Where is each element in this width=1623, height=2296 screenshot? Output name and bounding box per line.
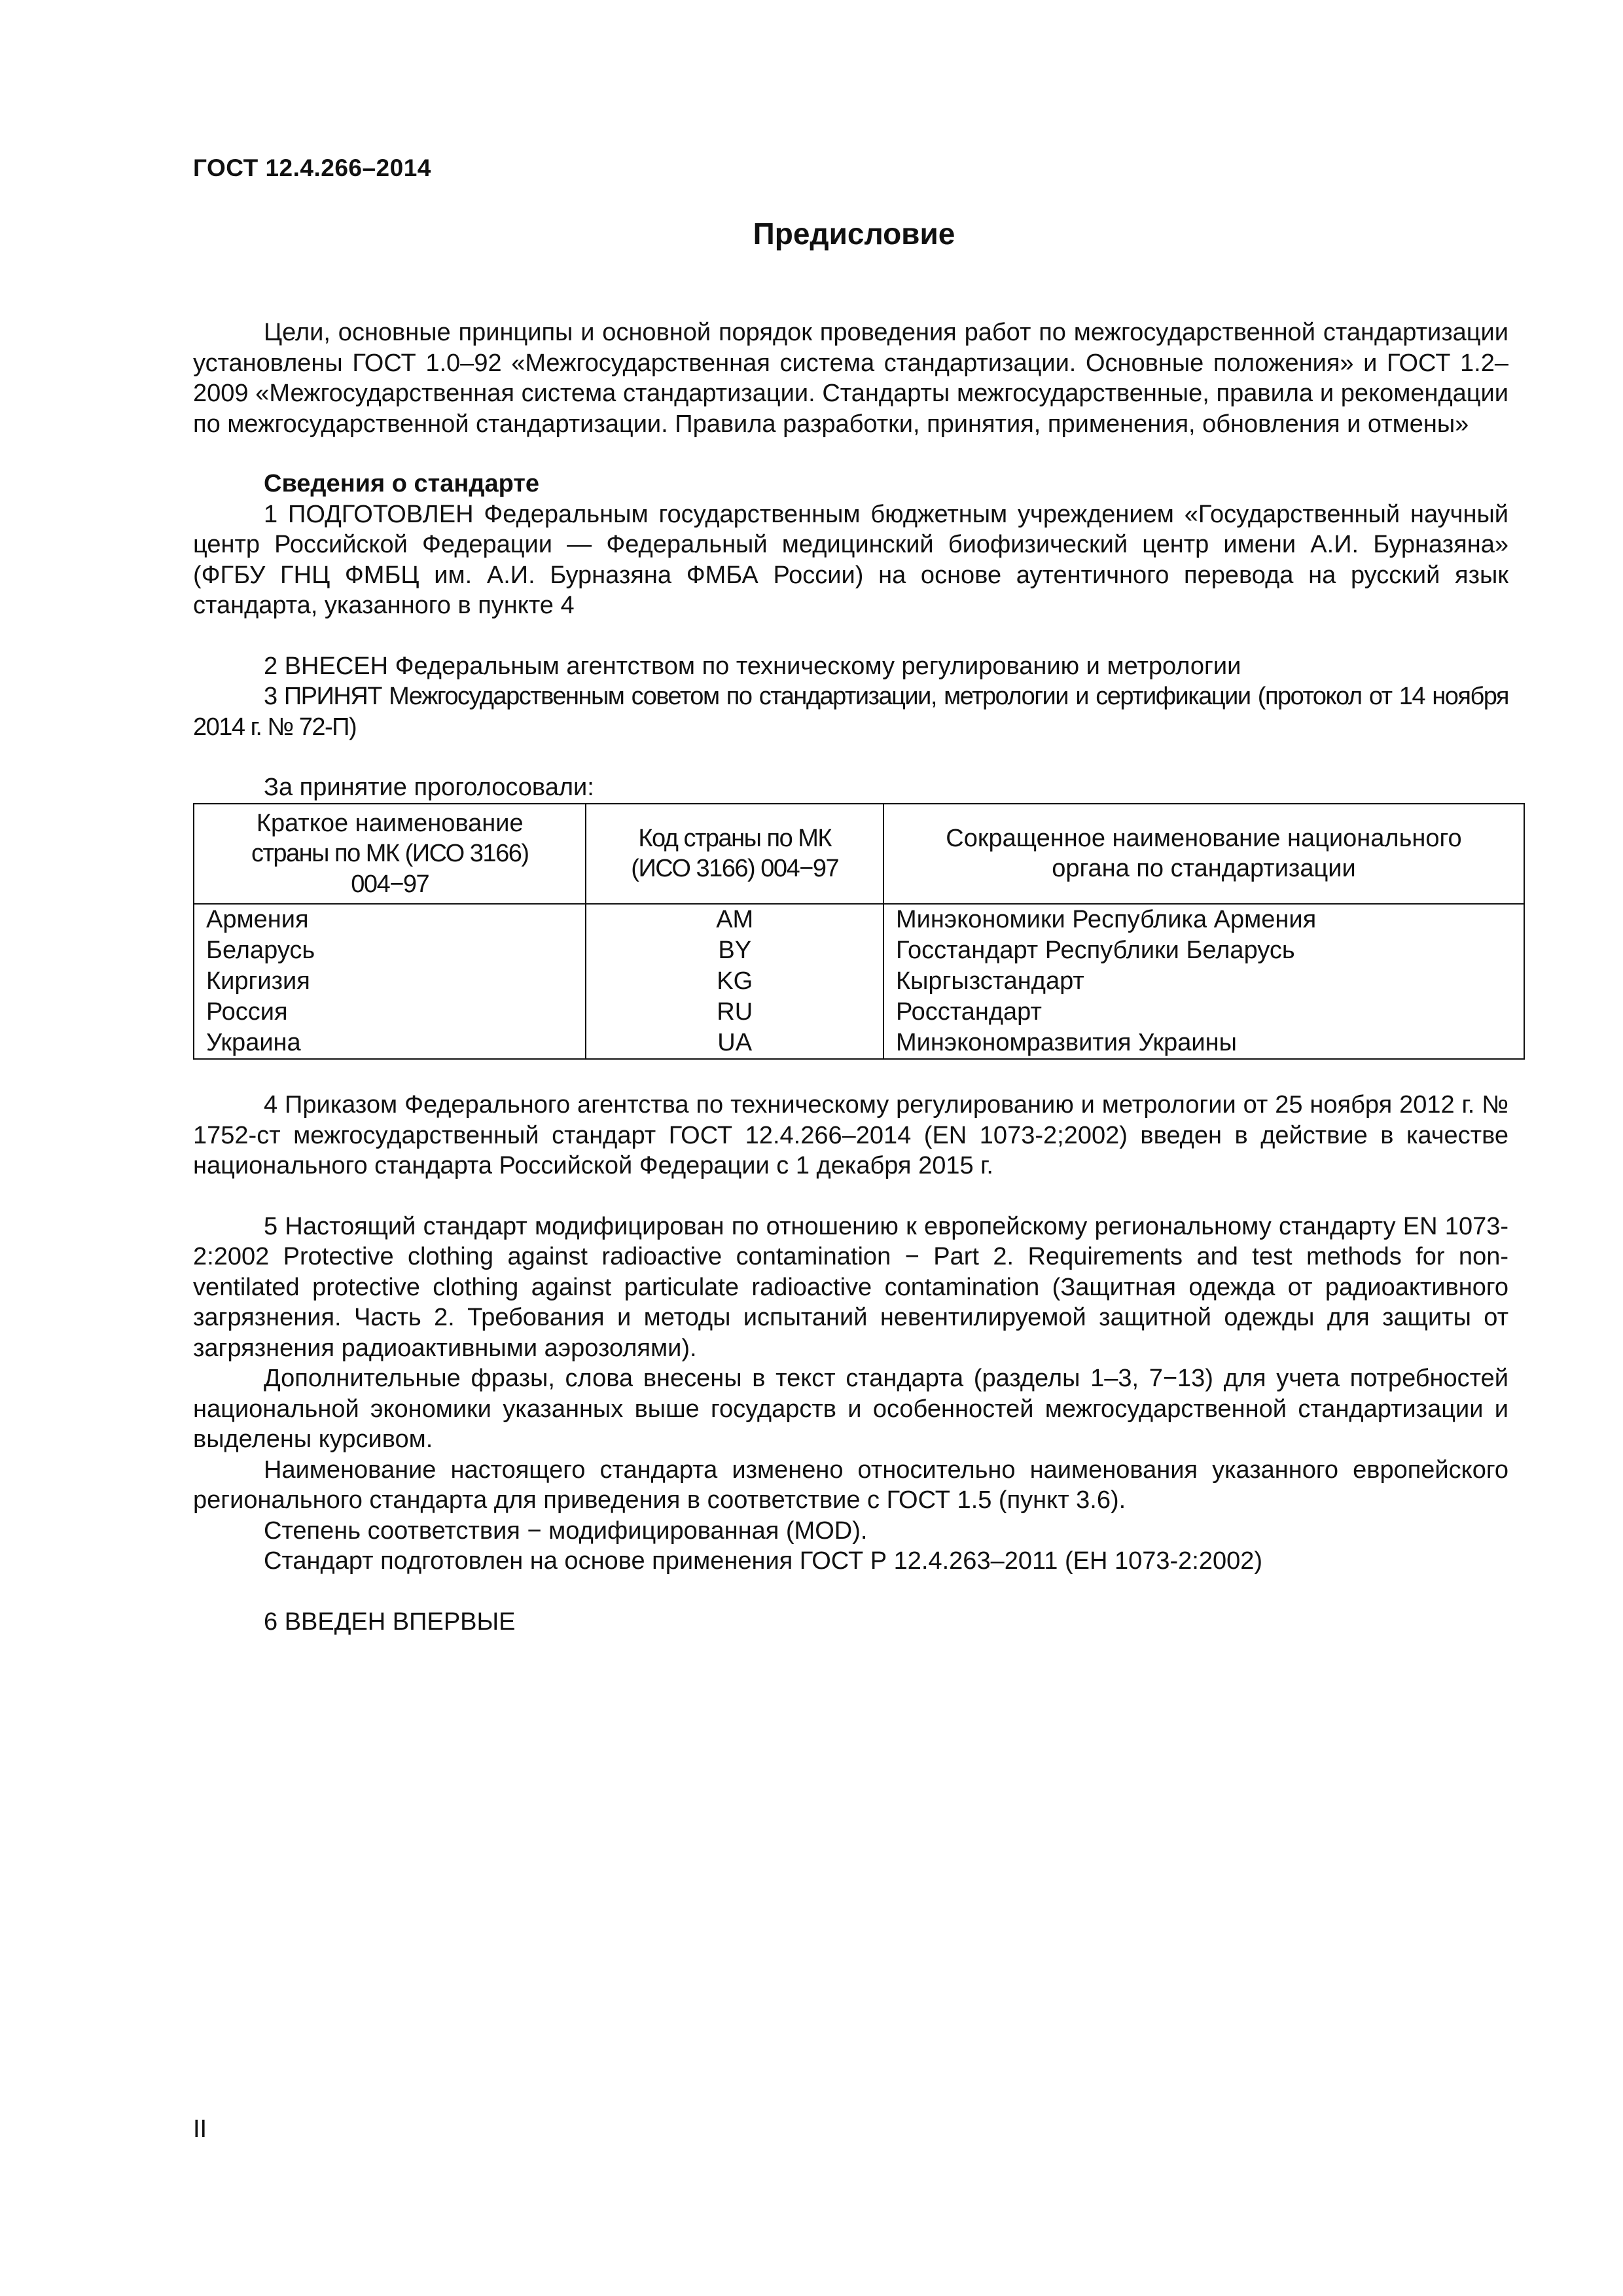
- header-code-line2: (ИСО 3166) 004−97: [631, 855, 839, 883]
- country-cell: Беларусь: [194, 935, 586, 966]
- header-body-line1: Сокращенное наименование национального: [946, 824, 1462, 852]
- table-row: [194, 904, 1524, 935]
- item-5-name-change-paragraph: Наименование настоящего стандарта изменено относительно наименования указанного европейского регионального стандарта для приведения в соответствие с ГОСТ 1.5 (пункт 3.6).: [193, 1456, 1508, 1514]
- table-row: [194, 966, 1524, 997]
- vote-table-header-row: [194, 804, 1524, 905]
- item-2-paragraph: 2 ВНЕСЕН Федеральным агентством по техническому регулированию и метрологии: [264, 652, 1241, 680]
- item-1-paragraph: 1 ПОДГОТОВЛЕН Федеральным государственным бюджетным учреждением «Государственный научный центр Российской Федерации — Федеральный медицинский биофизический центр имени А.И. Бурназяна» (ФГБУ ГНЦ ФМБЦ им. А.И. Бурназяна ФМБА России) на основе аутентичного перевода на русский язык стандарта, указанного в пункте 4: [193, 500, 1508, 619]
- body-cell: Госстандарт Республики Беларусь: [883, 935, 1524, 966]
- header-body: [883, 804, 1524, 905]
- document-body: [193, 317, 1508, 1637]
- voted-label: За принятие проголосовали:: [264, 774, 594, 801]
- code-cell: KG: [586, 966, 883, 997]
- table-row: [194, 1028, 1524, 1059]
- item-3-paragraph: 3 ПРИНЯТ Межгосударственным советом по стандартизации, метрологии и сертификации (протокол от 14 ноября 2014 г. № 72-П): [193, 683, 1508, 741]
- body-cell: Росстандарт: [883, 997, 1524, 1028]
- vote-table: [193, 803, 1525, 1060]
- item-5-additional-paragraph: Дополнительные фразы, слова внесены в текст стандарта (разделы 1–3, 7−13) для учета потребностей национальной экономики указанных выше государств и особенностей межгосударственной стандартизации и выделены курсивом.: [193, 1365, 1508, 1453]
- item-5-conformity-paragraph: Степень соответствия − модифицированная (MOD).: [264, 1516, 868, 1545]
- table-row: [194, 997, 1524, 1028]
- header-country-line3: 004−97: [351, 870, 429, 898]
- document-code: ГОСТ 12.4.266–2014: [193, 154, 431, 181]
- item-5-basis-paragraph: Стандарт подготовлен на основе применения ГОСТ Р 12.4.263–2011 (ЕН 1073-2:2002): [264, 1547, 1263, 1575]
- body-cell: Минэкономики Республика Армения: [883, 904, 1524, 935]
- header-country: [194, 804, 586, 905]
- country-cell: Армения: [194, 904, 586, 935]
- page-title: Предисловие: [753, 217, 955, 251]
- body-cell: Кыргызстандарт: [883, 966, 1524, 997]
- page-number: II: [193, 2115, 207, 2143]
- item-6-paragraph: 6 ВВЕДЕН ВПЕРВЫЕ: [264, 1607, 516, 1636]
- country-cell: Россия: [194, 997, 586, 1028]
- code-cell: RU: [586, 997, 883, 1028]
- intro-paragraph: Цели, основные принципы и основной порядок проведения работ по межгосударственной стандартизации установлены ГОСТ 1.0–92 «Межгосударственная система стандартизации. Основные положения» и ГОСТ 1.2–2009 «Межгосударственная система стандартизации. Стандарты межгосударственные, правила и рекомендации по межгосударственной стандартизации. Правила разработки, принятия, применения, обновления и отмены»: [193, 319, 1508, 438]
- country-cell: Украина: [194, 1028, 586, 1059]
- body-cell: Минэкономразвития Украины: [883, 1028, 1524, 1059]
- header-code-line1: Код страны по МК: [638, 824, 832, 852]
- header-body-line2: органа по стандартизации: [1052, 855, 1356, 883]
- header-country-line1: Краткое наименование: [256, 809, 524, 837]
- table-row: [194, 935, 1524, 966]
- standard-info-heading: Сведения о стандарте: [264, 470, 540, 497]
- code-cell: UA: [586, 1028, 883, 1059]
- country-cell: Киргизия: [194, 966, 586, 997]
- item-4-paragraph: 4 Приказом Федерального агентства по техническому регулированию и метрологии от 25 ноября 2012 г. № 1752-ст межгосударственный стандарт ГОСТ 12.4.266–2014 (EN 1073-2;2002) введен в действие в качестве национального стандарта Российской Федерации с 1 декабря 2015 г.: [193, 1091, 1508, 1179]
- code-cell: BY: [586, 935, 883, 966]
- item-5-paragraph: 5 Настоящий стандарт модифицирован по отношению к европейскому региональному стандарту EN 1073-2:2002 Protective clothing against radioactive contamination − Part 2. Requirements and test methods for non-ventilated protective clothing against particulate radioactive contamination (Защитная одежда от радиоактивного загрязнения. Часть 2. Требования и методы испытаний невентилируемой защитной одежды для защиты от загрязнения радиоактивными аэрозолями).: [193, 1212, 1508, 1362]
- header-country-line2: страны по МК (ИСО 3166): [251, 840, 529, 867]
- code-cell: AM: [586, 904, 883, 935]
- header-code: [586, 804, 883, 905]
